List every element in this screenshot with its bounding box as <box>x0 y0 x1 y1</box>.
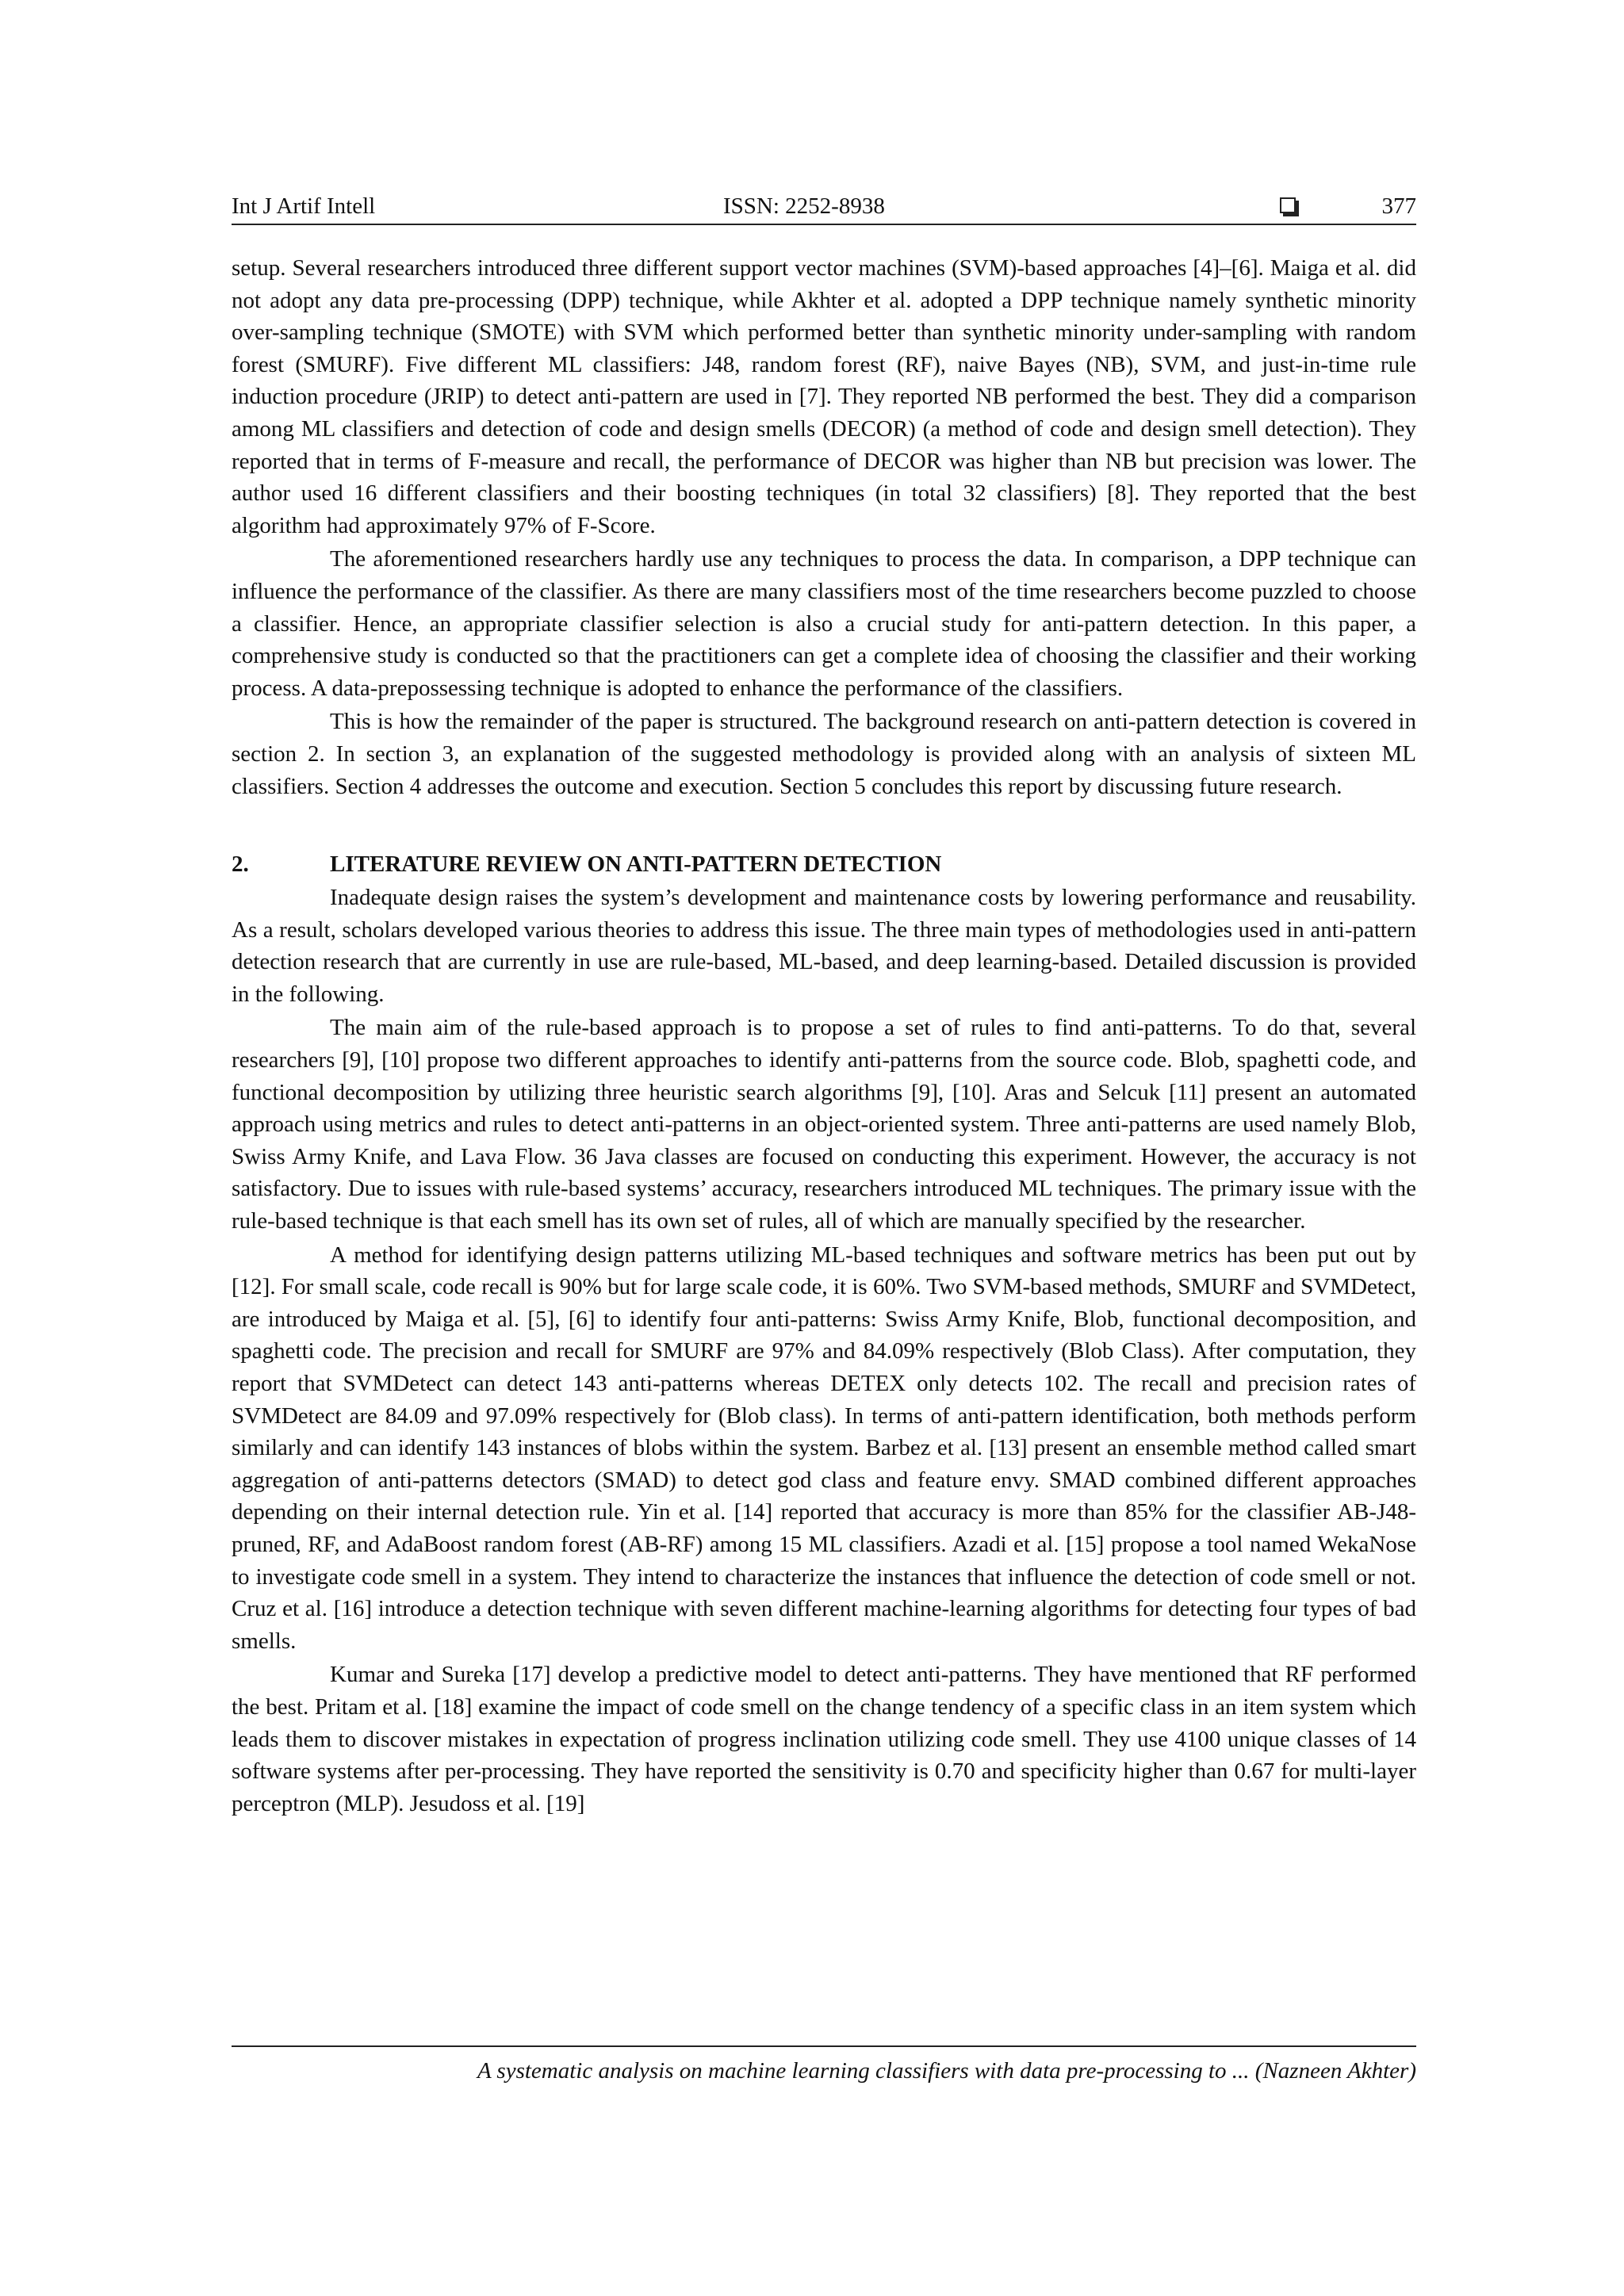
box-icon <box>1280 197 1296 213</box>
paragraph: setup. Several researchers introduced three different support vector machines (SVM)-based approaches [4]–[6]. Maiga et al. did not adopt any data pre-processing (DPP) technique, while Akhter et al. adopted a DPP technique namely synthetic minority over-sampling technique (SMOTE) with SVM which performed better than synthetic minority under-sampling with random forest (SMURF). Five different ML classifiers: J48, random forest (RF), naive Bayes (NB), SVM, and just-in-time rule induction procedure (JRIP) to detect anti-pattern are used in [7]. They reported NB performed the best. They did a comparison among ML classifiers and detection of code and design smells (DECOR) (a method of code and design smell detection). They reported that in terms of F-measure and recall, the performance of DECOR was higher than NB but precision was lower. The author used 16 different classifiers and their boosting techniques (in total 32 classifiers) [8]. They reported that the best algorithm had approximately 97% of F-Score. <box>232 255 1416 538</box>
paragraph: Kumar and Sureka [17] develop a predictive model to detect anti-patterns. They have mentioned that RF performed the best. Pritam et al. [18] examine the impact of code smell on the change tendency of a specific class in an item system which leads them to discover mistakes in expectation of progress inclination utilizing code smell. They use 4100 unique classes of 14 software systems after per-processing. They have reported the sensitivity is 0.70 and specificity higher than 0.67 for multi-layer perceptron (MLP). Jesudoss et al. [19] <box>232 1662 1416 1816</box>
section-title: LITERATURE REVIEW ON ANTI-PATTERN DETECTION <box>330 851 942 878</box>
paragraph: A method for identifying design patterns utilizing ML-based techniques and software metrics has been put out by [12]. For small scale, code recall is 90% but for large scale code, it is 60%. Two SVM-based methods, SMURF and SVMDetect, are introduced by Maiga et al. [5], [6] to identify four anti-patterns: Swiss Army Knife, Blob, functional decomposition, and spaghetti code. The precision and recall for SMURF are 97% and 84.09% respectively (Blob Class). After computation, they report that SVMDetect can detect 143 anti-patterns whereas DETEX only detects 102. The recall and precision rates of SVMDetect are 84.09 and 97.09% respectively for (Blob class). In terms of anti-pattern identification, both methods perform similarly and can identify 143 instances of blobs within the system. Barbez et al. [13] present an ensemble method called smart aggregation of anti-patterns detectors (SMAD) to detect god class and feature envy. SMAD combined different approaches depending on their internal detection rule. Yin et al. [14] reported that accuracy is more than 85% for the classifier AB-J48-pruned, RF, and AdaBoost random forest (AB-RF) among 15 ML classifiers. Azadi et al. [15] propose a tool named WekaNose to investigate code smell in a system. They intend to characterize the instances that influence the detection of code smell or not. Cruz et al. [16] introduce a detection technique with seven different machine-learning algorithms for detecting four types of bad smells. <box>232 1242 1416 1654</box>
page-body <box>232 252 1416 1820</box>
footer-divider <box>232 2045 1416 2047</box>
paragraph: Inadequate design raises the system’s development and maintenance costs by lowering performance and reusability. As a result, scholars developed various theories to address this issue. The three main types of methodologies used in anti-pattern detection research that are currently in use are rule-based, ML-based, and deep learning-based. Detailed discussion is provided in the following. <box>232 885 1416 1007</box>
section-number: 2. <box>232 851 249 878</box>
section-heading <box>232 848 1416 880</box>
paragraph: This is how the remainder of the paper is structured. The background research on anti-pattern detection is covered in section 2. In section 3, an explanation of the suggested methodology is provided along with an analysis of sixteen ML classifiers. Section 4 addresses the outcome and execution. Section 5 concludes this report by discussing future research. <box>232 709 1416 799</box>
page-header <box>232 190 1416 225</box>
running-footer: A systematic analysis on machine learning classifiers with data pre-processing to ... (Nazneen Akhter) <box>477 2058 1416 2084</box>
paragraph: The main aim of the rule-based approach is to propose a set of rules to find anti-patterns. To do that, several researchers [9], [10] propose two different approaches to identify anti-patterns from the source code. Blob, spaghetti code, and functional decomposition by utilizing three heuristic search algorithms [9], [10]. Aras and Selcuk [11] present an automated approach using metrics and rules to detect anti-patterns in an object-oriented system. Three anti-patterns are used namely Blob, Swiss Army Knife, and Lava Flow. 36 Java classes are focused on conducting this experiment. However, the accuracy is not satisfactory. Due to issues with rule-based systems’ accuracy, researchers introduced ML techniques. The primary issue with the rule-based technique is that each smell has its own set of rules, all of which are manually specified by the researcher. <box>232 1015 1416 1234</box>
paragraph: The aforementioned researchers hardly use any techniques to process the data. In comparison, a DPP technique can influence the performance of the classifier. As there are many classifiers most of the time researchers become puzzled to choose a classifier. Hence, an appropriate classifier selection is also a crucial study for anti-pattern detection. In this paper, a comprehensive study is conducted so that the practitioners can get a complete idea of choosing the classifier and their working process. A data-prepossessing technique is adopted to enhance the performance of the classifiers. <box>232 546 1416 701</box>
journal-name: Int J Artif Intell <box>232 193 376 219</box>
issn: ISSN: 2252-8938 <box>723 193 885 219</box>
page-number: 377 <box>1381 193 1416 219</box>
